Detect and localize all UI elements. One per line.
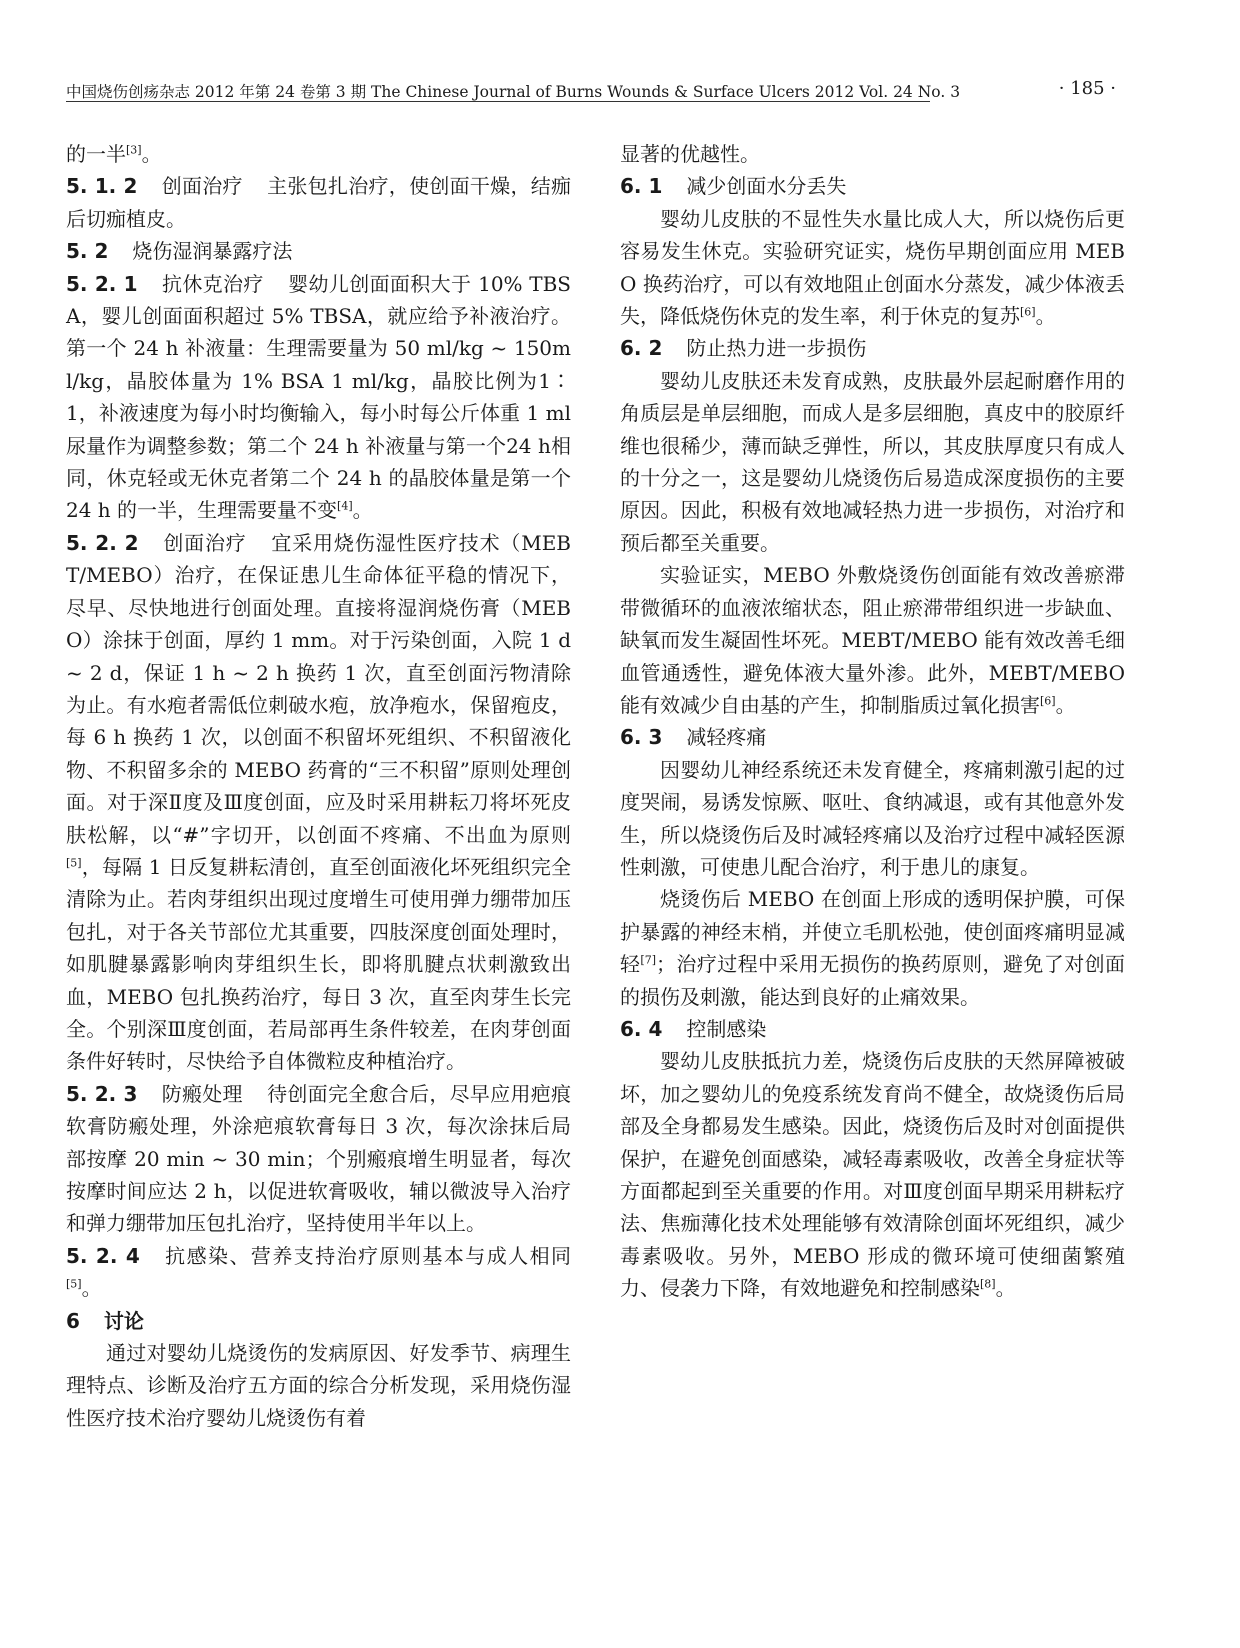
- section-6-1-text: 婴幼儿皮肤的不显性失水量比成人大，所以烧伤后更容易发生休克。实验研究证实，烧伤早期创面应用 MEBO 换药治疗，可以有效地阻止创面水分蒸发，减少体液丢失，降低烧伤休克的发生率，利于休克的复苏[6]。: [620, 206, 1125, 329]
- citation: [6]: [1040, 694, 1056, 708]
- header-rule: [66, 101, 930, 102]
- section-text: 待创面完全愈合后，尽早应用疤痕软膏防瘢处理，外涂疤痕软膏每日 3 次，每次涂抹后局部按摩 20 min ~ 30 min；个别瘢痕增生明显者，每次按摩时间应达 2 h，以促进软膏吸收，辅以微波导入治疗和弹力绷带加压包扎治疗，坚持使用半年以上。: [66, 1081, 572, 1236]
- section-title: 控制感染: [686, 1016, 767, 1041]
- section-number: 6. 3: [620, 725, 663, 750]
- section-6-3-heading: [620, 721, 1125, 753]
- section-number: 5. 2. 3: [66, 1081, 138, 1106]
- section-title: 防瘢处理: [161, 1081, 243, 1106]
- section-6-3-text-a: 因婴幼儿神经系统还未发育健全，疼痛刺激引起的过度哭闹，易诱发惊厥、呕吐、食纳减退，或有其他意外发生，所以烧烫伤后及时减轻疼痛以及治疗过程中减轻医源性刺激，可使患儿配合治疗，利于患儿的康复。: [620, 757, 1125, 879]
- section-5-2-2: [66, 527, 571, 1078]
- section-title: 烧伤湿润暴露疗法: [132, 239, 293, 264]
- section-text-continued: ，每隔 1 日反复耕耘清创，直至创面液化坏死组织完全清除为止。若肉芽组织出现过度增生可使用弹力绷带加压包扎，对于各关节部位尤其重要，四肢深度创面处理时，如肌腱暴露影响肉芽组织生长，即将肌腱点状刺激致出血，MEBO 包扎换药治疗，每日 3 次，直至肉芽生长完全。个别深Ⅲ度创面，若局部再生条件较差，在肉芽创面条件好转时，尽快给予自体微粒皮种植治疗。: [66, 854, 571, 1074]
- section-6-2-heading: [620, 332, 1125, 364]
- section-number: 5. 2: [66, 239, 109, 264]
- section-5-2-4: 5. 2. 4 抗感染、营养支持治疗原则基本与成人相同[5]。: [66, 1243, 572, 1301]
- section-6-1-heading: [620, 170, 1125, 202]
- section-title: 抗休克治疗: [161, 271, 264, 296]
- section-title: 创面治疗: [162, 530, 247, 555]
- section-text: 主张包扎治疗，使创面干燥，结痂后切痂植皮。: [66, 174, 572, 231]
- journal-header: 中国烧伤创疡杂志 2012 年第 24 卷第 3 期 The Chinese Journal of Burns Wounds & Surface Ulcers 2012 Vol. 24 No. 3: [66, 83, 961, 101]
- section-6-4-heading: [620, 1013, 1125, 1045]
- right-column: [620, 138, 1125, 1305]
- section-number: 6. 4: [620, 1016, 663, 1041]
- section-5-2-1: 5. 2. 1 抗休克治疗 婴幼儿创面面积大于 10% TBSA，婴儿创面面积超过 5% TBSA，就应给予补液治疗。第一个 24 h 补液量：生理需要量为 50 ml/kg ~ 150ml/kg，晶胶体量为 1% BSA 1 ml/kg，晶胶比例为1∶1，补液速度为每小时均衡输入，每小时每公斤体重 1 ml 尿量作为调整参数；第二个 24 h 补液量与第一个24 h相同，休克轻或无休克者第二个 24 h 的晶胶体量是第一个 24 h 的一半，生理需要量不变[4]。: [66, 271, 572, 523]
- paragraph-continued: 显著的优越性。: [620, 142, 760, 166]
- paragraph-continued: 的一半[3]。: [66, 142, 162, 166]
- left-column: [66, 138, 571, 1434]
- section-number: 5. 2. 1: [66, 271, 138, 296]
- section-number: 6. 2: [620, 336, 663, 361]
- section-number: 5. 2. 2: [66, 530, 139, 555]
- section-number: 5. 2. 4: [66, 1243, 140, 1268]
- section-6-2-text-a: 婴幼儿皮肤还未发育成熟，皮肤最外层起耐磨作用的角质层是单层细胞，而成人是多层细胞，真皮中的胶原纤维也很稀少，薄而缺乏弹性，所以，其皮肤厚度只有成人的十分之一，这是婴幼儿烧烫伤后易造成深度损伤的主要原因。因此，积极有效地减轻热力进一步损伤，对治疗和预后都至关重要。: [620, 368, 1125, 555]
- citation: [8]: [980, 1277, 996, 1291]
- section-6-3-text-b: 烧烫伤后 MEBO 在创面上形成的透明保护膜，可保护暴露的神经末梢，并使立毛肌松弛，使创面疼痛明显减轻[7]；治疗过程中采用无损伤的换药原则，避免了对创面的损伤及刺激，能达到良好的止痛效果。: [620, 887, 1126, 1009]
- section-5-2-heading: [66, 235, 571, 267]
- citation: [3]: [126, 143, 142, 157]
- section-title: 减少创面水分丢失: [686, 174, 847, 199]
- section-5-1-2: [66, 170, 571, 235]
- section-6-4-text: 婴幼儿皮肤抵抗力差，烧烫伤后皮肤的天然屏障被破坏，加之婴幼儿的免疫系统发育尚不健全，故烧烫伤后局部及全身都易发生感染。因此，烧烫伤后及时对创面提供保护，在避免创面感染，减轻毒素吸收，改善全身症状等方面都起到至关重要的作用。对Ⅲ度创面早期采用耕耘疗法、焦痂薄化技术处理能够有效清除创面坏死组织，减少毒素吸收。另外，MEBO 形成的微环境可使细菌繁殖力、侵袭力下降，有效地避免和控制感染[8]。: [620, 1049, 1125, 1301]
- page-number: · 185 ·: [1058, 78, 1116, 99]
- section-text: 婴幼儿创面面积大于 10% TBSA，婴儿创面面积超过 5% TBSA，就应给予补液治疗。第一个 24 h 补液量：生理需要量为 50 ml/kg ~ 150ml/kg，晶胶体量为 1% BSA 1 ml/kg，晶胶比例为1∶1，补液速度为每小时均衡输入，每小时每公斤体重 1 ml 尿量作为调整参数；第二个 24 h 补液量与第一个24 h相同，休克轻或无休克者第二个 24 h 的晶胶体量是第一个 24 h 的一半，生理需要量不变: [66, 271, 572, 523]
- section-number: 6: [66, 1308, 80, 1333]
- section-number: 5. 1. 2: [66, 174, 138, 199]
- citation: [6]: [1020, 305, 1036, 319]
- citation: [5]: [66, 1277, 82, 1291]
- citation: [5]: [66, 856, 82, 870]
- section-title: 创面治疗: [161, 174, 243, 199]
- section-title: 讨论: [103, 1308, 144, 1333]
- section-title: 减轻疼痛: [686, 725, 767, 750]
- section-5-2-3: [66, 1078, 571, 1240]
- section-text: 宜采用烧伤湿性医疗技术（MEBT/MEBO）治疗，在保证患儿生命体征平稳的情况下，尽早、尽快地进行创面处理。直接将湿润烧伤膏（MEBO）涂抹于创面，厚约 1 mm。对于污染创面，入院 1 d ~ 2 d，保证 1 h ~ 2 h 换药 1 次，直至创面污物清除为止。有水疱者需低位刺破水疱，放净疱水，保留疱皮，每 6 h 换药 1 次，以创面不积留坏死组织、不积留液化物、不积留多余的 MEBO 药膏的“三不积留”原则处理创面。对于深Ⅱ度及Ⅲ度创面，应及时采用耕耘刀将坏死皮肤松解，以“#”字切开，以创面不疼痛、不出血为原则: [66, 530, 572, 847]
- section-number: 6. 1: [620, 174, 663, 199]
- citation: [7]: [640, 953, 657, 967]
- citation: [4]: [337, 499, 353, 513]
- discussion-paragraph: 通过对婴幼儿烧烫伤的发病原因、好发季节、病理生理特点、诊断及治疗五方面的综合分析发现，采用烧伤湿性医疗技术治疗婴幼儿烧烫伤有着: [66, 1341, 571, 1430]
- section-6-2-text-b: 实验证实，MEBO 外敷烧烫伤创面能有效改善瘀滞带微循环的血液浓缩状态，阻止瘀滞带组织进一步缺血、缺氧而发生凝固性坏死。MEBT/MEBO 能有效改善毛细血管通透性，避免体液大量外渗。此外，MEBT/MEBO 能有效减少自由基的产生，抑制脂质过氧化损害[6]。: [620, 563, 1125, 717]
- section-6-heading: [66, 1305, 571, 1337]
- section-title: 防止热力进一步损伤: [686, 336, 867, 361]
- section-text: 抗感染、营养支持治疗原则基本与成人相同: [163, 1243, 572, 1268]
